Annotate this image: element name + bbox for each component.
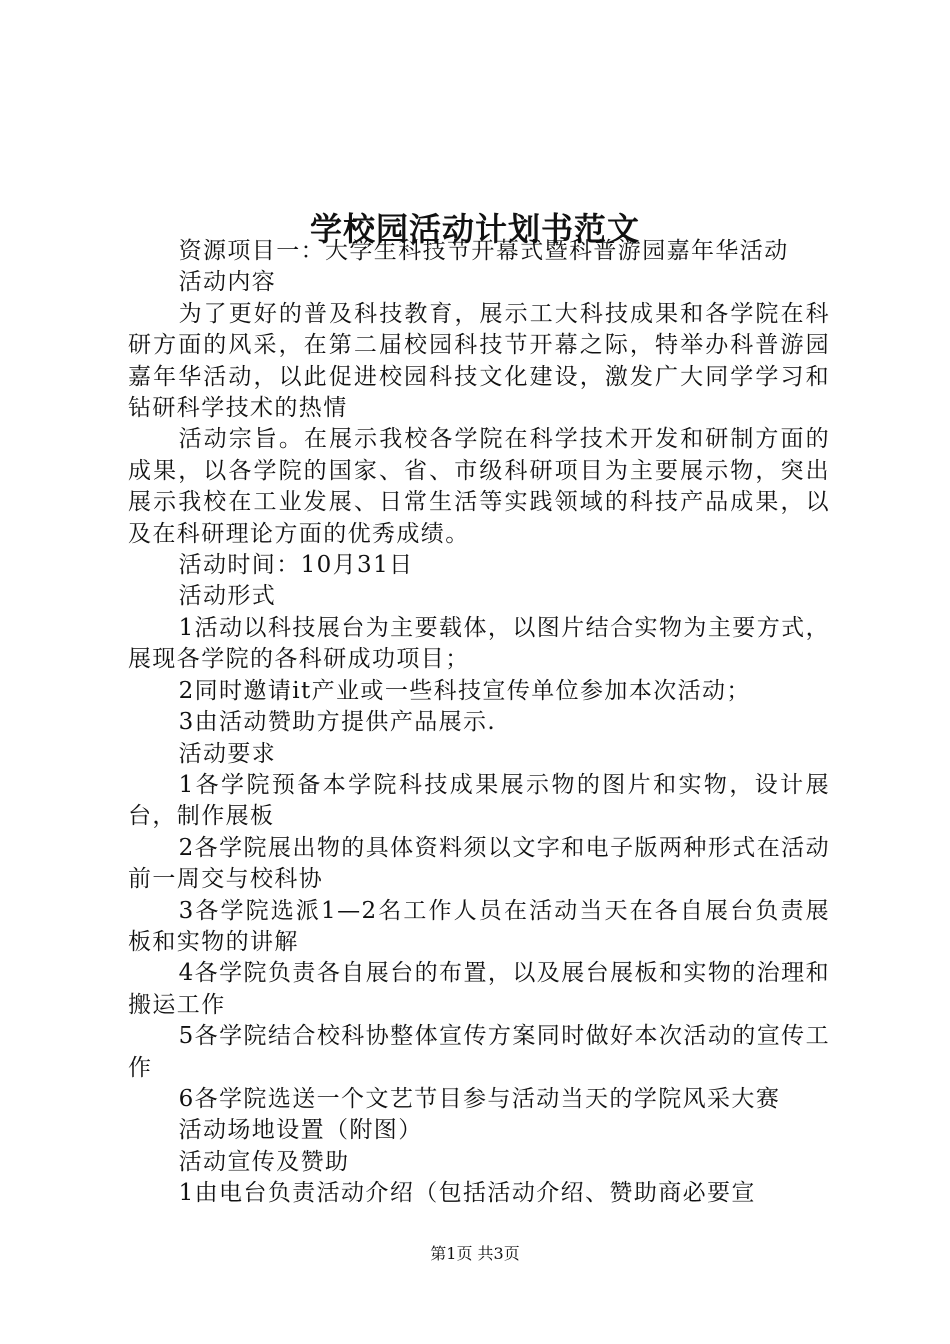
paragraph-section-venue: 活动场地设置（附图） [178, 1117, 423, 1144]
paragraph-section-publicity: 活动宣传及赞助 [178, 1148, 350, 1175]
paragraph-requirement-3: 3各学院选派1—2名工作人员在活动当天在各自展台负责展板和实物的讲解 [128, 897, 830, 955]
paragraph-section-content: 活动内容 [178, 269, 277, 296]
paragraph-content-description: 为了更好的普及科技教育，展示工大科技成果和各学院在科研方面的风采，在第二届校园科技节开幕之际，特举办科普游园嘉年华活动，以此促进校园科技文化建设，激发广大同学学习和钻研科学技术的热情 [128, 300, 830, 422]
paragraph-publicity-item-1: 1由电台负责活动介绍（包括活动介绍、赞助商必要宣 [178, 1180, 756, 1207]
paragraph-time: 活动时间：10月31日 [178, 552, 414, 579]
paragraph-project-heading: 资源项目一：大学生科技节开幕式暨科普游园嘉年华活动 [178, 238, 789, 264]
paragraph-requirement-5: 5各学院结合校科协整体宣传方案同时做好本次活动的宣传工作 [128, 1023, 830, 1081]
paragraph-form-item-3: 3由活动赞助方提供产品展示. [178, 709, 497, 736]
paragraph-requirement-4: 4各学院负责各自展台的布置，以及展台展板和实物的治理和搬运工作 [128, 960, 830, 1018]
paragraph-section-requirements: 活动要求 [178, 740, 277, 767]
paragraph-requirement-6: 6各学院选送一个文艺节目参与活动当天的学院风采大赛 [178, 1085, 781, 1112]
page-number-label: 第1页 共3页 [430, 1244, 520, 1263]
paragraph-section-form: 活动形式 [178, 583, 277, 610]
document-title: 学校园活动计划书范文 [309, 210, 640, 249]
paragraph-requirement-2: 2各学院展出物的具体资料须以文字和电子版两种形式在活动前一周交与校科协 [128, 834, 830, 893]
paragraph-purpose: 活动宗旨。在展示我校各学院在科学技术开发和研制方面的成果，以各学院的国家、省、市级科研项目为主要展示物，突出展示我校在工业发展、日常生活等实践领域的科技产品成果，以及在科研理论方面的优秀成绩。 [128, 426, 830, 547]
page-footer [0, 1243, 950, 1265]
paragraph-form-item-2: 2同时邀请it产业或一些科技宣传单位参加本次活动； [178, 677, 751, 704]
document-body [128, 236, 830, 1210]
paragraph-requirement-1: 1各学院预备本学院科技成果展示物的图片和实物，设计展台，制作展板 [128, 771, 830, 830]
paragraph-form-item-1: 1活动以科技展台为主要载体，以图片结合实物为主要方式，展现各学院的各科研成功项目； [128, 614, 830, 673]
